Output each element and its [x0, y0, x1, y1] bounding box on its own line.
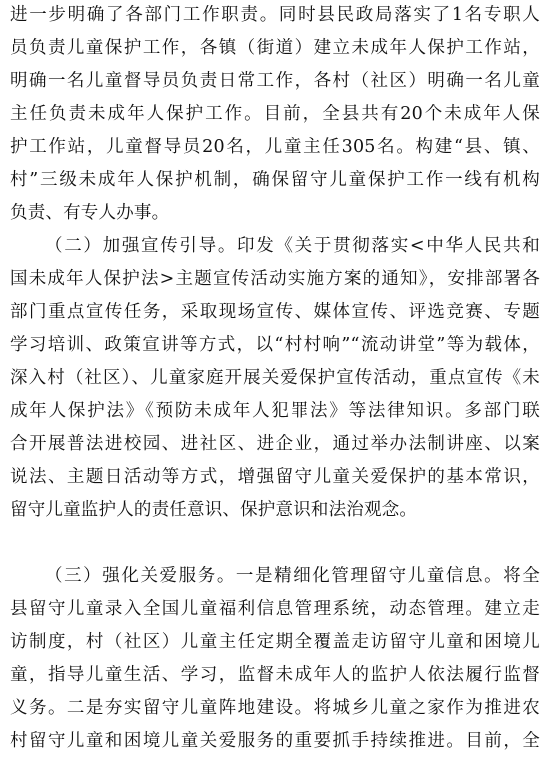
text-line: 义务。二是夯实留守儿童阵地建设。将城乡儿童之家作为推进农	[10, 698, 540, 718]
text-line: 主任负责未成年人保护工作。目前，全县共有20个未成年人保	[10, 104, 540, 124]
paragraph-heading-line: （三）强化关爱服务。一是精细化管理留守儿童信息。将全	[45, 566, 540, 586]
text-line: 村留守儿童和困境儿童关爱服务的重要抓手持续推进。目前，全	[10, 731, 540, 751]
text-line: 国未成年人保护法>主题宣传活动实施方案的通知》，安排部署各	[10, 269, 540, 289]
text-line: 员负责儿童保护工作，各镇（街道）建立未成年人保护工作站，	[10, 38, 540, 58]
text-line: 成年人保护法》《预防未成年人犯罪法》等法律知识。多部门联	[10, 401, 540, 421]
text-line: 县留守儿童录入全国儿童福利信息管理系统，动态管理。建立走	[10, 599, 540, 619]
text-line: 访制度，村（社区）儿童主任定期全覆盖走访留守儿童和困境儿	[10, 632, 540, 652]
text-line: 明确一名儿童督导员负责日常工作，各村（社区）明确一名儿童	[10, 71, 540, 91]
paragraph-heading-line: （二）加强宣传引导。印发《关于贯彻落实<中华人民共和	[45, 236, 540, 256]
text-line: 进一步明确了各部门工作职责。同时县民政局落实了1名专职人	[10, 5, 540, 25]
text-line: 说法、主题日活动等方式，增强留守儿童关爱保护的基本常识，	[10, 467, 540, 487]
text-line: 深入村（社区）、儿童家庭开展关爱保护宣传活动，重点宣传《未	[10, 368, 540, 388]
text-line: 留守儿童监护人的责任意识、保护意识和法治观念。	[10, 500, 418, 520]
text-line: 负责、有专人办事。	[10, 203, 170, 223]
text-line: 学习培训、政策宣讲等方式，以“村村响”“流动讲堂”等为载体，	[10, 335, 540, 355]
text-line: 部门重点宣传任务，采取现场宣传、媒体宣传、评选竞赛、专题	[10, 302, 540, 322]
text-line: 童，指导儿童生活、学习，监督未成年人的监护人依法履行监督	[10, 665, 540, 685]
text-line: 合开展普法进校园、进社区、进企业，通过举办法制讲座、以案	[10, 434, 540, 454]
text-line: 护工作站，儿童督导员20名，儿童主任305名。构建“县、镇、	[10, 137, 540, 157]
text-line: 村”三级未成年人保护机制，确保留守儿童保护工作一线有机构	[10, 170, 540, 190]
